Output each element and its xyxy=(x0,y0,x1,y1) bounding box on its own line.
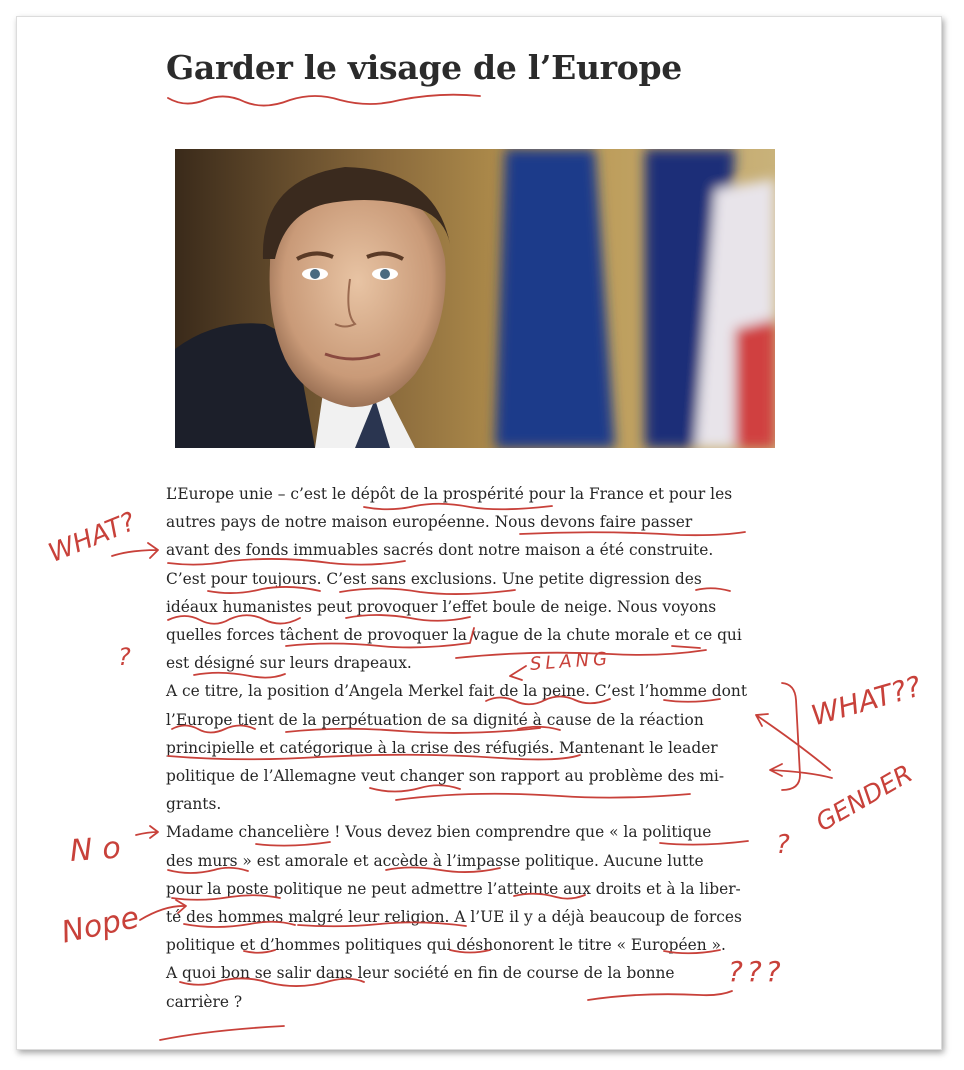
annotation-question-3: ??? xyxy=(728,955,785,988)
annotation-what-left: WHAT? xyxy=(44,507,140,569)
paragraph-line: l’Europe tient de la perpétuation de sa dignité à cause de la réaction xyxy=(166,710,704,729)
paragraph-line: A ce titre, la position d’Angela Merkel fait de la peine. C’est l’homme dont xyxy=(166,682,748,701)
paragraph-line: L’Europe unie – c’est le dépôt de la prospérité pour la France et pour les xyxy=(166,485,733,503)
paragraph-line: té des hommes malgré leur religion. A l’UE il y a déjà beaucoup de forces xyxy=(166,908,742,927)
paragraph-line: avant des fonds immuables sacrés dont notre maison a été construite. xyxy=(166,541,714,560)
annotation-question-1: ? xyxy=(118,643,131,671)
annotation-no: No xyxy=(68,829,132,869)
paragraph-line: Madame chancelière ! Vous devez bien comprendre que « la politique xyxy=(166,823,712,842)
annotation-what-right: WHAT?? xyxy=(807,669,925,733)
paragraph-line: quelles forces tâchent de provoquer la vague de la chute morale et ce qui xyxy=(166,626,742,645)
paragraph-line: C’est pour toujours. C’est sans exclusions. Une petite digression des xyxy=(166,569,702,588)
annotation-question-2: ? xyxy=(776,830,790,860)
paragraph-line: carrière ? xyxy=(166,992,243,1011)
paragraph-line: idéaux humanistes peut provoquer l’effet boule de neige. Nous voyons xyxy=(166,597,717,616)
annotation-nope: Nope xyxy=(58,900,143,951)
paragraph-line: politique et d’hommes politiques qui déshonorent le titre « Européen ». xyxy=(166,936,726,955)
paragraph-line: pour la poste politique ne peut admettre l’atteinte aux droits et à la liber- xyxy=(166,879,741,898)
paragraph-line: politique de l’Allemagne veut changer son rapport au problème des mi- xyxy=(166,767,725,786)
annotation-gender: GENDER xyxy=(810,758,918,838)
paragraph-line: grants. xyxy=(166,795,222,814)
paragraph-line: A quoi bon se salir dans leur société en fin de course de la bonne xyxy=(166,964,675,983)
paragraph-line: est désigné sur leurs drapeaux. xyxy=(166,654,412,673)
annotation-slang: SLANG xyxy=(529,648,612,675)
article-photo xyxy=(175,149,775,448)
article-body xyxy=(166,480,806,1016)
paragraph-line: autres pays de notre maison européenne. Nous devons faire passer xyxy=(166,513,693,532)
paragraph-line: principielle et catégorique à la crise des réfugiés. Mantenant le leader xyxy=(166,738,718,757)
paragraph-line: des murs » est amorale et accède à l’impasse politique. Aucune lutte xyxy=(166,851,704,870)
article-title: Garder le visage de l’Europe xyxy=(166,48,682,87)
